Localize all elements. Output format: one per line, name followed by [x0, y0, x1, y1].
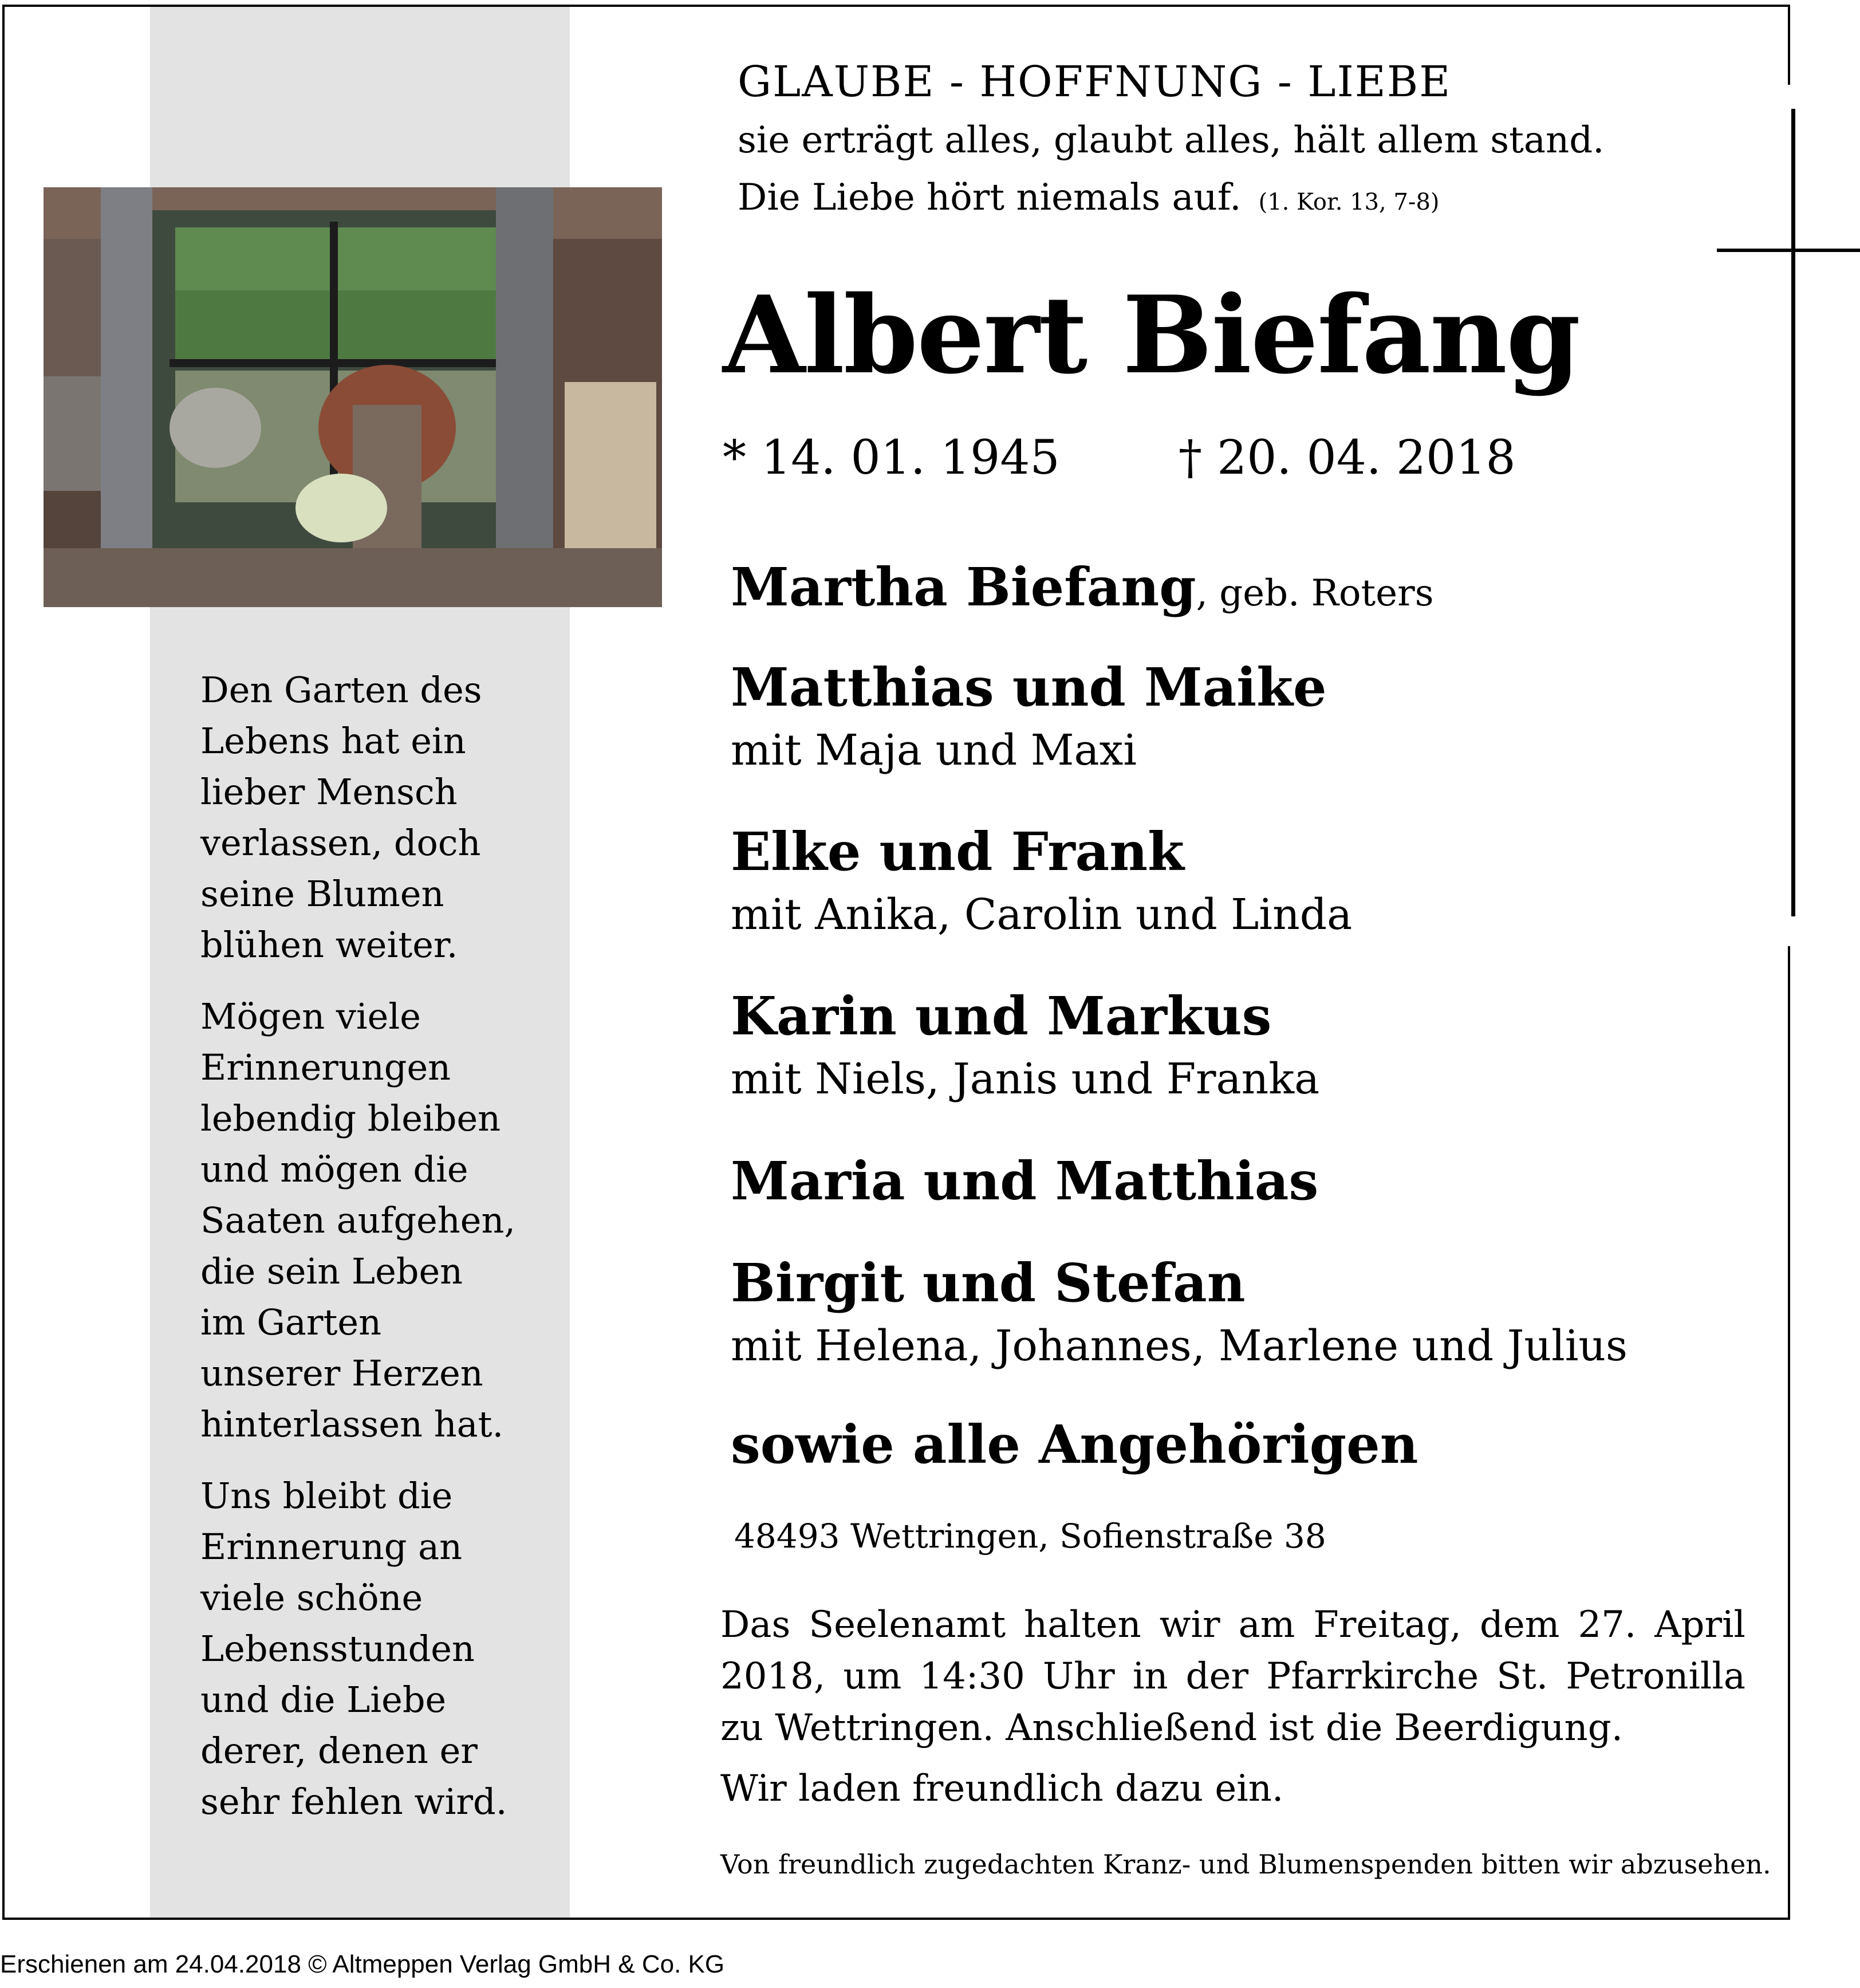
invitation: Wir laden freundlich dazu ein. — [720, 1767, 1284, 1810]
family-group — [731, 817, 1750, 943]
poem-paragraph: Mögen viele Erinnerungen lebendig bleiben und mögen die Saaten aufgehen, die sein Leben im Garten unserer Herzen hinterlassen hat. — [200, 995, 516, 1445]
other-relatives — [731, 1410, 1750, 1479]
sidebar-poem — [200, 664, 567, 1848]
family-children: mit Niels, Janis und Franka — [731, 1054, 1320, 1104]
address: 48493 Wettringen, Sofienstraße 38 — [734, 1517, 1326, 1556]
family-children: mit Anika, Carolin und Linda — [731, 890, 1353, 939]
death-date: † 20. 04. 2018 — [1179, 431, 1516, 485]
deceased-name: Albert Biefang — [723, 272, 1580, 397]
family-group — [731, 1147, 1750, 1215]
family-group — [731, 1249, 1750, 1375]
cross-icon — [1791, 109, 1795, 916]
spouse — [731, 553, 1750, 621]
poem-paragraph: Uns bleibt die Erinnerung an viele schöne Lebensstunden und die Liebe derer, denen er sehr fehlen wird. — [200, 1475, 507, 1822]
motto-line-text: Die Liebe hört niemals auf. — [738, 176, 1242, 219]
flowers-note: Von freundlich zugedachten Kranz- und Blumenspenden bitten wir abzusehen. — [720, 1849, 1771, 1880]
family-children: mit Helena, Johannes, Marlene und Julius — [731, 1321, 1628, 1371]
poem-paragraph: Den Garten des Lebens hat ein lieber Mensch verlassen, doch seine Blumen blühen weiter. — [200, 669, 482, 966]
bible-reference: (1. Kor. 13, 7-8) — [1258, 189, 1440, 215]
family-group — [731, 982, 1750, 1108]
spouse-name: Martha Biefang — [731, 556, 1196, 618]
spouse-maiden-name: , geb. Roters — [1196, 572, 1434, 615]
garden-photo — [44, 187, 662, 607]
family-children: mit Maja und Maxi — [731, 726, 1137, 775]
motto-line: sie erträgt alles, glaubt alles, hält allem stand. — [738, 119, 1605, 162]
other-relatives-text: sowie alle Angehörigen — [731, 1414, 1418, 1475]
family-names: Karin und Markus — [731, 985, 1272, 1047]
frame-edge — [1788, 946, 1790, 1920]
motto-heading: GLAUBE - HOFFNUNG - LIEBE — [738, 57, 1452, 107]
family-names: Maria und Matthias — [731, 1150, 1319, 1212]
family-names: Elke und Frank — [731, 821, 1184, 883]
family-group — [731, 653, 1750, 779]
birth-date: * 14. 01. 1945 — [723, 431, 1060, 485]
cross-icon-bar — [1717, 249, 1860, 252]
motto-line — [738, 176, 1440, 219]
family-names: Birgit und Stefan — [731, 1252, 1246, 1314]
service-info: Das Seelenamt halten wir am Freitag, dem 27. April 2018, um 14:30 Uhr in der Pfarrkirche St. Petronilla zu Wettringen. Anschließend ist die Beerdigung. — [720, 1604, 1745, 1749]
family-names: Matthias und Maike — [731, 656, 1327, 718]
frame-edge — [1788, 5, 1790, 85]
publication-footer: Erschienen am 24.04.2018 © Altmeppen Verlag GmbH & Co. KG — [0, 1950, 725, 1978]
